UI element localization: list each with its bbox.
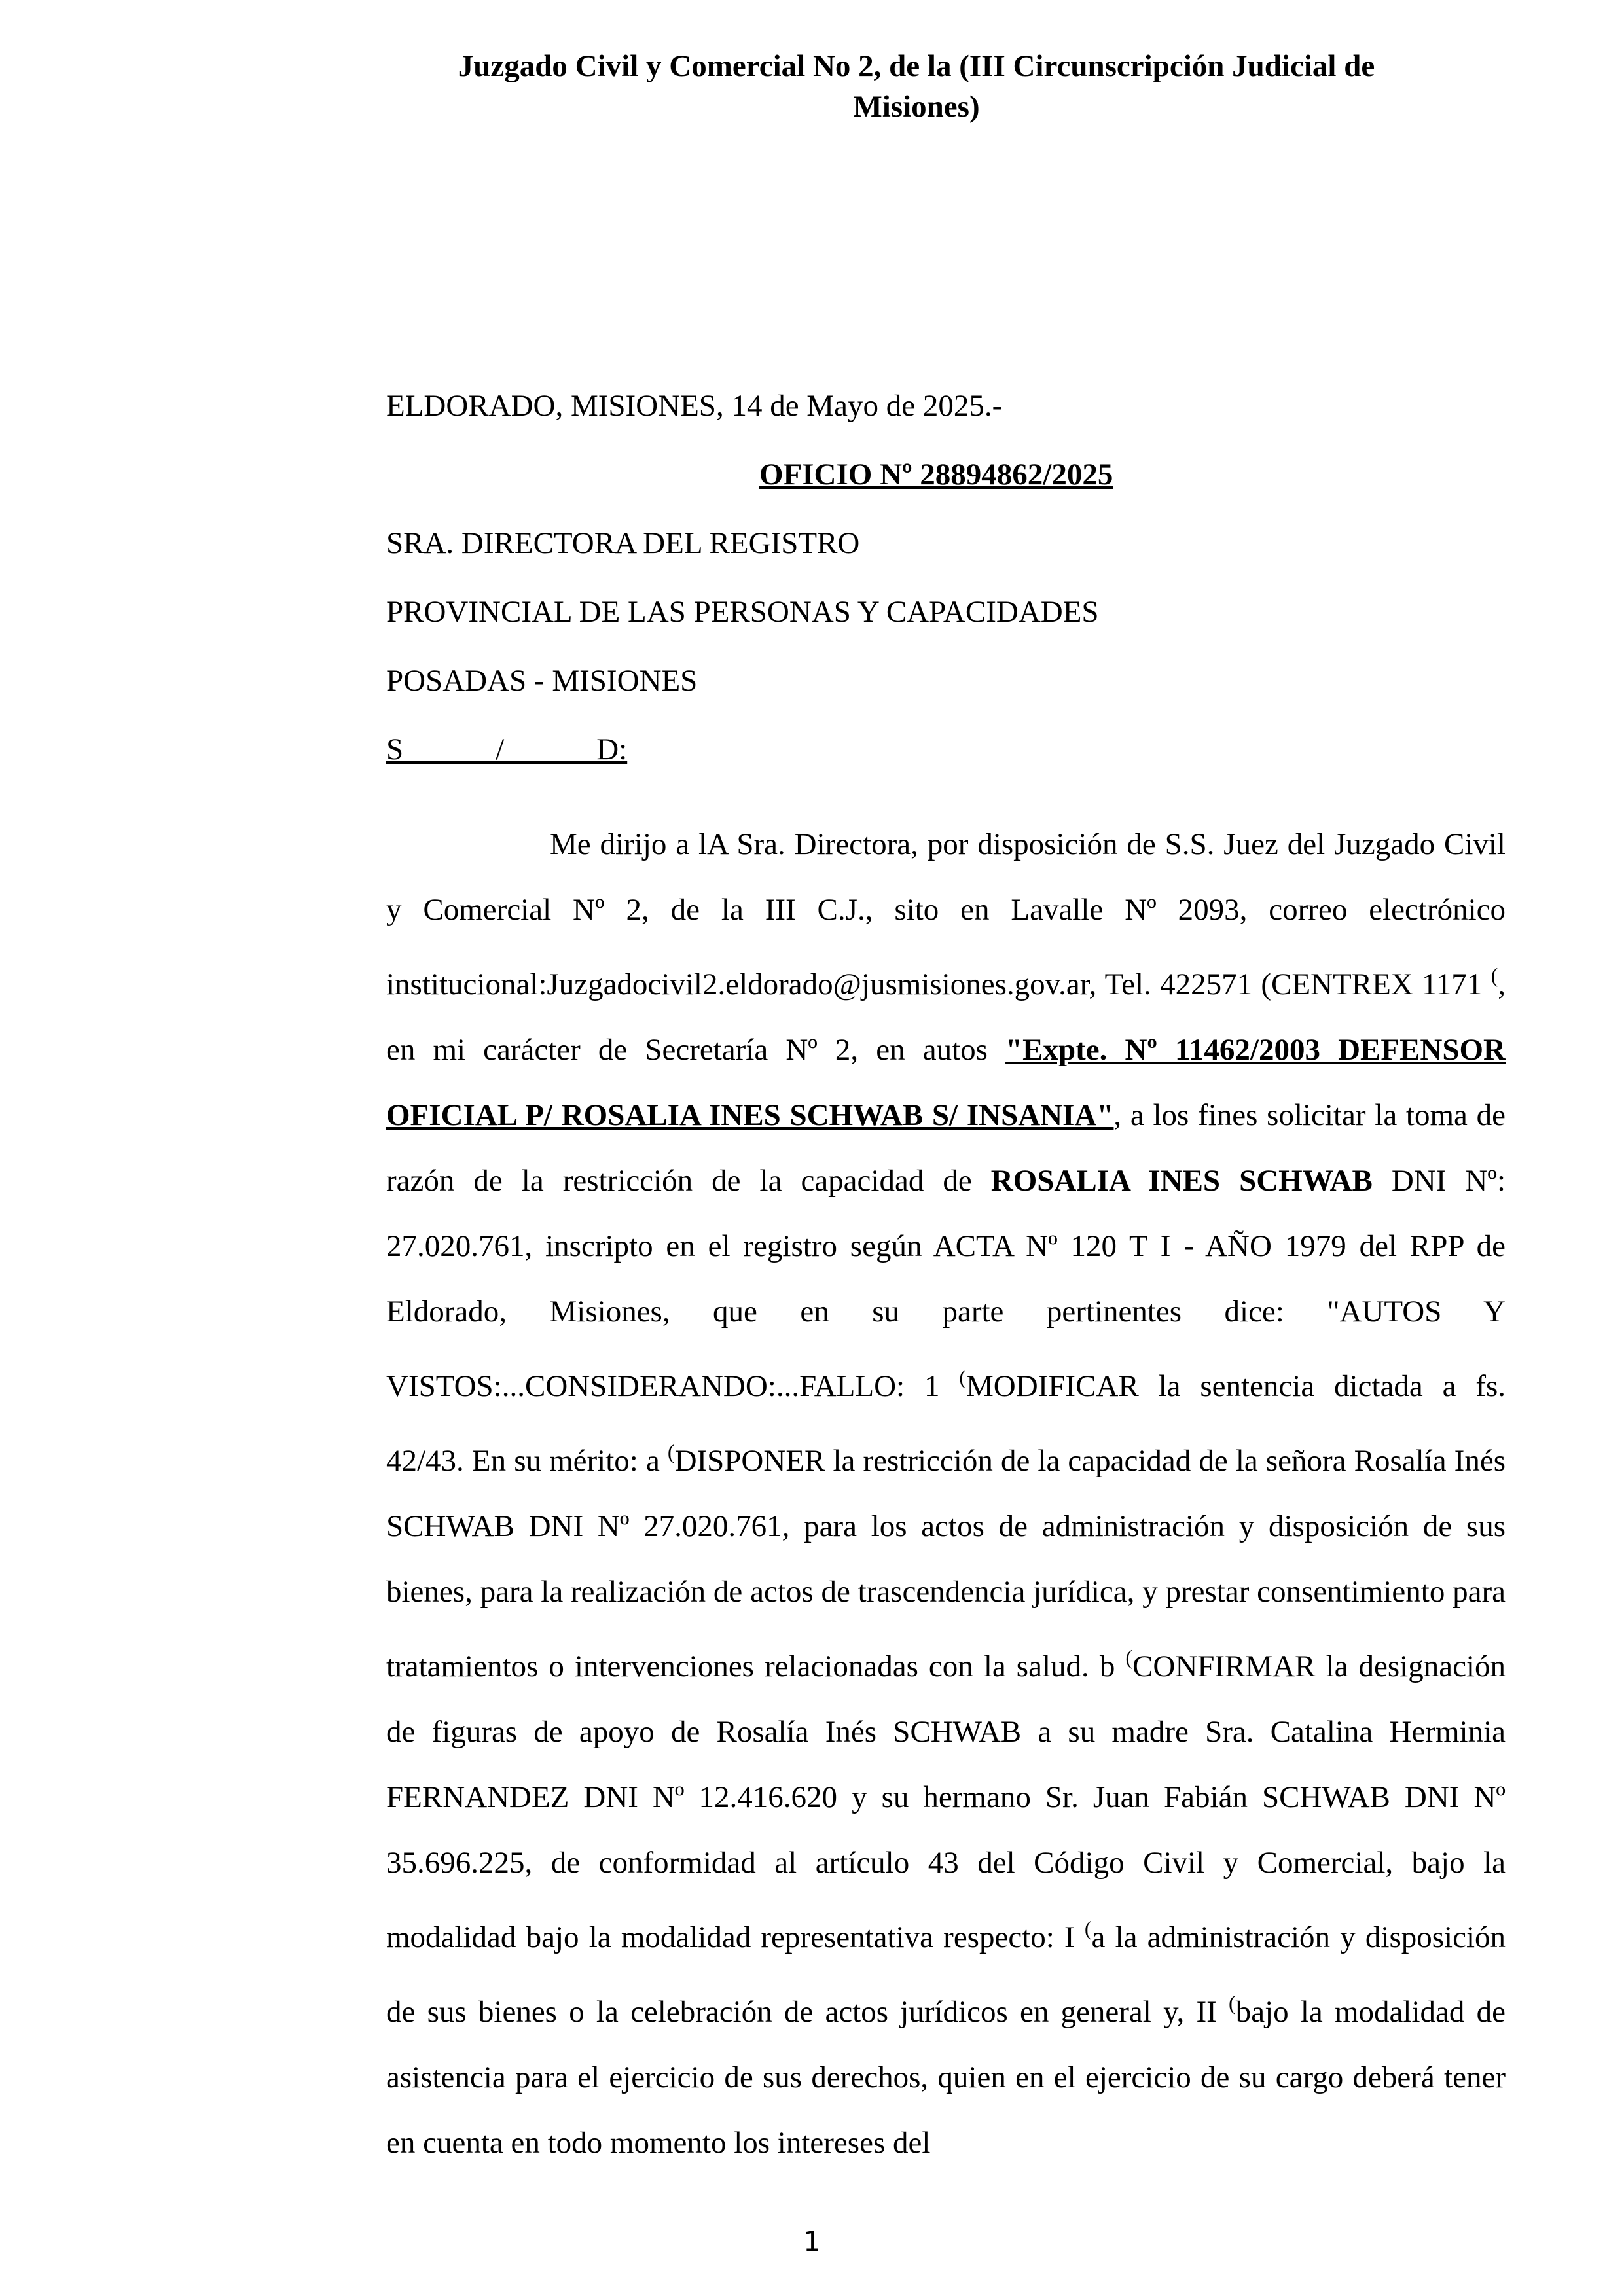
paren-mark: ( — [1084, 1916, 1092, 1940]
letter-date: ELDORADO, MISIONES, 14 de Mayo de 2025.- — [386, 389, 1003, 423]
letter-body — [386, 812, 1506, 2176]
paren-mark: ( — [1490, 963, 1498, 987]
body-text-segment: MODIFICAR la sentencia dictada a fs. 42/43. En su mérito: a — [386, 1369, 1506, 1478]
court-header-line-1: Juzgado Civil y Comercial No 2, de la (III Circunscripción Judicial de — [458, 49, 1375, 83]
paren-mark: ( — [667, 1440, 675, 1463]
oficio-number: OFICIO Nº 28894862/2025 — [759, 457, 1113, 492]
body-text-segment: CONFIRMAR la designación de figuras de apoyo de Rosalía Inés SCHWAB a su madre Sra. Catalina Herminia FERNANDEZ DNI Nº 12.416.620 y su hermano Sr. Juan Fabián SCHWAB DNI Nº 35.696.225, de conformidad al artículo 43 del Código Civil y Comercial, bajo la modalidad bajo la modalidad representativa respecto: I — [386, 1649, 1506, 1954]
body-text-segment: DNI Nº: 27.020.761, inscripto en el registro según ACTA Nº 120 T I - AÑO 1979 del RPP de Eldorado, Misiones, que en su parte pertinentes dice: "AUTOS Y VISTOS:...CONSIDERANDO:...FALLO: 1 — [386, 1164, 1506, 1403]
case-reference: "Expte. Nº 11462/2003 DEFENSOR OFICIAL P/ ROSALIA INES SCHWAB S/ INSANIA" — [386, 1033, 1506, 1132]
salutation-sd: S / D: — [386, 732, 628, 766]
page-number: 1 — [803, 2225, 821, 2257]
recipient-line-1: SRA. DIRECTORA DEL REGISTRO — [386, 526, 860, 560]
paren-mark: ( — [1229, 1991, 1236, 2015]
body-text-segment: , a los fines solicitar la toma de razón de la restricción de la capacidad de — [386, 1098, 1506, 1198]
body-text-segment: a la administración y disposición de sus bienes o la celebración de actos jurídicos en general y, II — [386, 1920, 1506, 2029]
person-name: ROSALIA INES SCHWAB — [990, 1164, 1373, 1198]
court-header-line-2: Misiones) — [853, 90, 980, 124]
court-header — [367, 46, 1466, 127]
recipient-line-2: PROVINCIAL DE LAS PERSONAS Y CAPACIDADES — [386, 595, 1099, 629]
body-text-segment: Me dirijo a lA Sra. Directora, por disposición de S.S. Juez del Juzgado Civil y Comercial Nº 2, de la III C.J., sito en Lavalle Nº 2093, correo electrónico institucional:Juzgadocivil2.eldorado@jusmisiones.gov.ar, Tel. 422571 (CENTREX 1171 — [386, 827, 1506, 1001]
paren-mark: ( — [959, 1365, 966, 1389]
recipient-line-3: POSADAS - MISIONES — [386, 664, 698, 698]
body-text-segment: DISPONER la restricción de la capacidad de la señora Rosalía Inés SCHWAB DNI Nº 27.020.761, para los actos de administración y disposición de sus bienes, para la realización de actos de trascendencia jurídica, y prestar consentimiento para tratamientos o intervenciones relacionadas con la salud. b — [386, 1444, 1506, 1683]
body-paragraph — [386, 812, 1506, 2176]
paren-mark: ( — [1125, 1645, 1133, 1669]
body-text-segment: , en mi carácter de Secretaría Nº 2, en autos — [386, 967, 1506, 1067]
body-text-segment: bajo la modalidad de asistencia para el ejercicio de sus derechos, quien en el ejercicio de su cargo deberá tener en cuenta en todo momento los intereses del — [386, 1995, 1506, 2160]
